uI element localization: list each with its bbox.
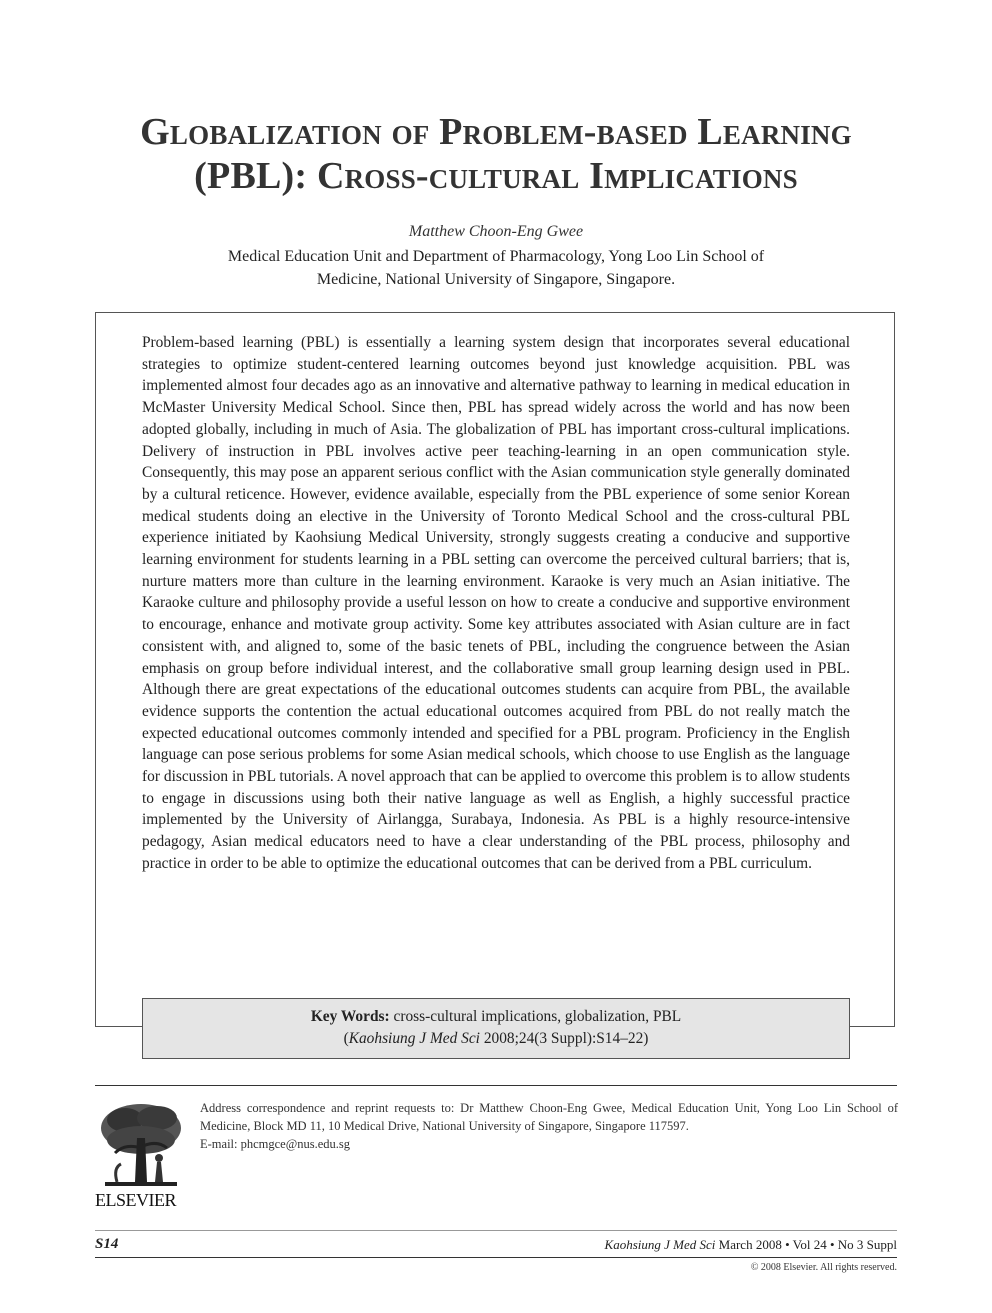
citation-open: ( xyxy=(343,1030,349,1047)
correspondence-address: Address correspondence and reprint requests to: Dr Matthew Choon-Eng Gwee, Medical Education Unit, Yong Loo Lin School of Medicine, Block MD 11, 10 Medical Drive, National University of Singapore, Singapore 117597. xyxy=(200,1101,898,1133)
article-title xyxy=(80,110,912,198)
abstract-text: Problem-based learning (PBL) is essentially a learning system design that incorporates several educational strategies to optimize student-centered learning outcomes beyond just knowledge acquisition. PBL was implemented almost four decades ago as an innovative and alternative pathway to learning in medical education in McMaster University Medical School. Since then, PBL has spread widely across the world and has now been adopted globally, including in much of Asia. The globalization of PBL has important cross-cultural implications. Delivery of instruction in PBL involves active peer teaching-learning in an open communication style. Consequently, this may pose an apparent serious conflict with the Asian communication style generally dominated by a cultural reticence. However, evidence available, especially from the PBL experience of some senior Korean medical students doing an elective in the University of Toronto Medical School and the cross-cultural PBL experience initiated by Kaohsiung Medical University, strongly suggests creating a conducive and supportive learning environment for students learning in a PBL setting can overcome the perceived cultural barriers; that is, nurture matters more than culture in the learning environment. Karaoke is very much an Asian initiative. The Karaoke culture and philosophy provide a useful lesson on how to create a conducive and supportive environment to encourage, enhance and motivate group activity. Some key attributes associated with Asian culture are in fact consistent with, and aligned to, some of the basic tenets of PBL, including the congruence between the Asian emphasis on group before individual interest, and the collaborative small group learning design used in PBL. Although there are great expectations of the educational outcomes students can acquire from PBL, the available evidence supports the contention the actual educational outcomes acquired from PBL do not really match the expected educational outcomes commonly intended and specified for a PBL program. Proficiency in the English language can pose serious problems for some Asian medical schools, which choose to use English as the language for discussion in PBL tutorials. A novel approach that can be applied to overcome this problem is to allow students to engage in discussions using both their native language as well as English, a highly successful practice implemented by the University of Airlangga, Surabaya, Indonesia. As PBL is a highly resource-intensive pedagogy, Asian medical educators need to have a clear understanding of the PBL process, philosophy and practice in order to be able to optimize the educational outcomes that can be derived from a PBL curriculum. xyxy=(142,334,850,872)
footer-top-rule xyxy=(95,1085,897,1086)
citation-details: 2008;24(3 Suppl):S14–22) xyxy=(483,1030,649,1047)
author-name: Matthew Choon-Eng Gwee xyxy=(408,223,584,240)
page-number: S14 xyxy=(95,1236,119,1252)
affiliation-line-2: Medicine, National University of Singapore, Singapore. xyxy=(316,271,676,288)
affiliation-line-1: Medical Education Unit and Department of Pharmacology, Yong Loo Lin School of xyxy=(227,248,765,265)
copyright: © 2008 Elsevier. All rights reserved. xyxy=(750,1262,897,1273)
footer-rule-1 xyxy=(95,1230,897,1231)
correspondence xyxy=(200,1099,898,1153)
title-line-2: (PBL): Cross-cultural Implications xyxy=(194,155,798,197)
journal-issue: March 2008 • Vol 24 • No 3 Suppl xyxy=(718,1237,897,1252)
footer-rule-2 xyxy=(95,1257,897,1258)
citation xyxy=(143,1028,849,1050)
journal-footer xyxy=(605,1237,897,1253)
keywords-box xyxy=(142,998,850,1059)
correspondence-email: E-mail: phcmgce@nus.edu.sg xyxy=(200,1137,351,1151)
keywords-terms: cross-cultural implications, globalization, PBL xyxy=(393,1008,682,1025)
publisher-wordmark: ELSEVIER xyxy=(95,1190,176,1210)
citation-journal: Kaohsiung J Med Sci xyxy=(348,1030,480,1047)
keywords-label: Key Words: xyxy=(310,1008,390,1025)
title-line-1: Globalization of Problem-based Learning xyxy=(140,111,852,153)
journal-name: Kaohsiung J Med Sci xyxy=(604,1237,716,1252)
affiliation xyxy=(170,245,822,291)
